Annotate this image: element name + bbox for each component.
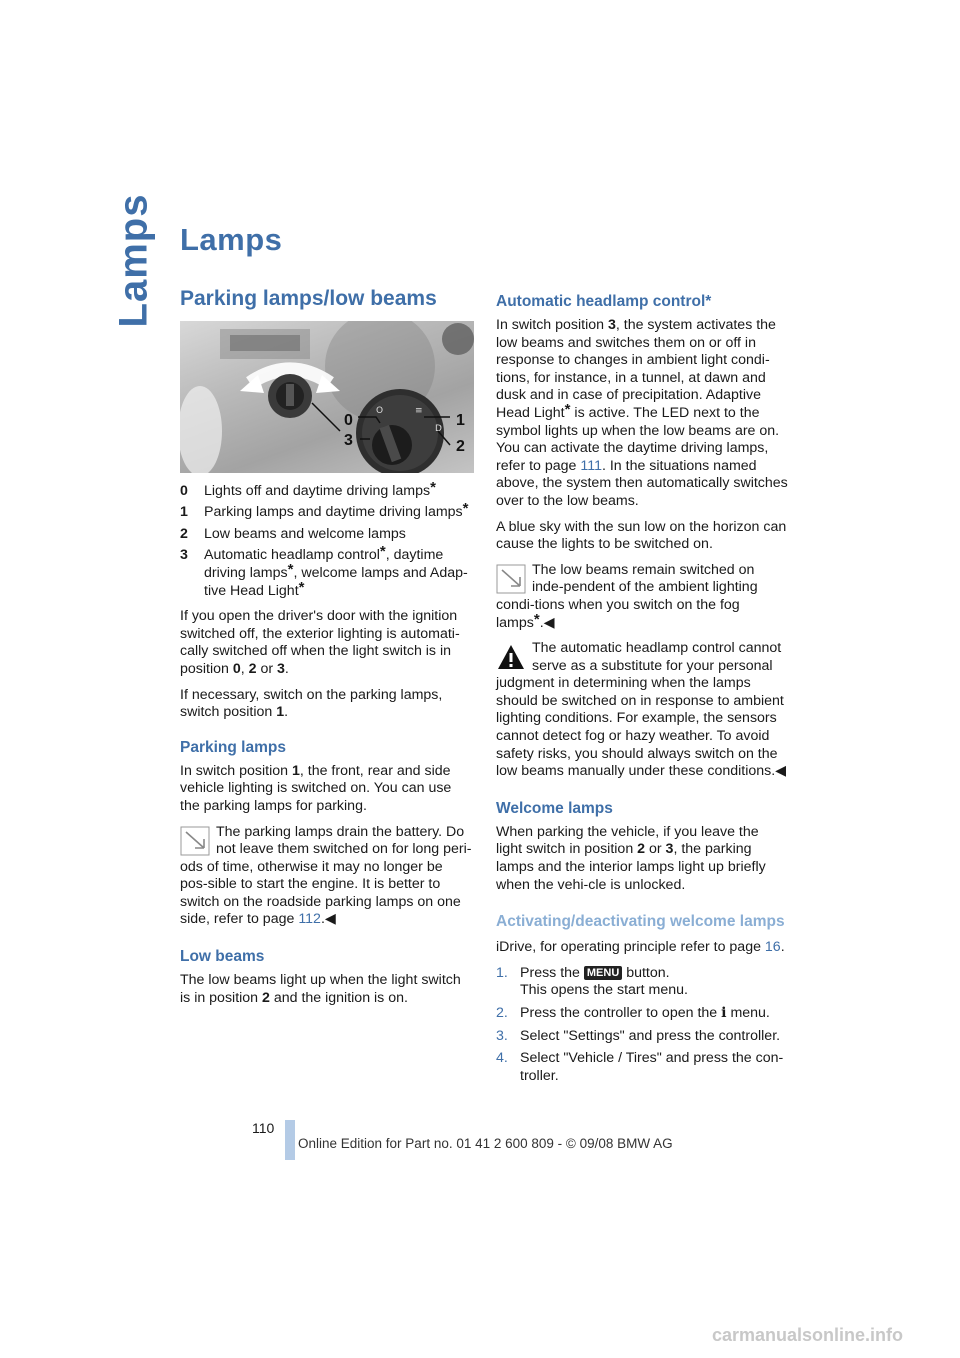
- list-item: 1. Press the MENU button. This opens the start menu.: [496, 964, 688, 999]
- section-heading-parking-low-beams: Parking lamps/low beams: [180, 287, 437, 310]
- list-item: 3. Select "Settings" and press the controller.: [496, 1027, 781, 1044]
- page-link-112[interactable]: 112: [298, 911, 321, 928]
- note-arrow-icon: [180, 826, 210, 856]
- heading-automatic-headlamp-control: Automatic headlamp control*: [496, 293, 712, 310]
- note-fog-lamps: The low beams remain switched on inde-pendent of the ambient lighting condi-tions when you switch on the fog lamps*.◀: [496, 561, 758, 631]
- svg-text:≡: ≡: [415, 405, 423, 416]
- paragraph-low-beams: The low beams light up when the light switch is in position 2 and the ignition is on.: [180, 972, 461, 1006]
- paragraph-parking-lamps: In switch position 1, the front, rear and side vehicle lighting is switched on. You can use the parking lamps for parking.: [180, 762, 452, 814]
- right-column: [496, 292, 788, 1090]
- figure-label-0: 0: [344, 411, 353, 429]
- list-item: 4. Select "Vehicle / Tires" and press the con-troller.: [496, 1050, 784, 1084]
- paragraph-welcome-lamps: When parking the vehicle, if you leave the light switch in position 2 or 3, the parking lamps and the interior lamps light up briefly when the vehi-cle is unlocked.: [496, 823, 766, 893]
- figure-label-3: 3: [344, 431, 353, 449]
- light-switch-illustration: [180, 321, 474, 473]
- paragraph-switch-on: If necessary, switch on the parking lamps, switch position 1.: [180, 686, 443, 721]
- paragraph-door-open: If you open the driver's door with the ignition switched off, the exterior lighting is automati-cally switched off when the light switch is in position 0, 2 or 3.: [180, 608, 460, 677]
- figure-label-1: 1: [456, 411, 465, 429]
- steps-list: [496, 965, 788, 1086]
- page-link-111[interactable]: 111: [580, 457, 602, 474]
- page-title: Lamps: [180, 222, 283, 257]
- side-tab: Lamps: [111, 193, 156, 327]
- paragraph-blue-sky: A blue sky with the sun low on the horizon can cause the lights to be switched on.: [496, 518, 787, 553]
- svg-text:D: D: [435, 423, 442, 434]
- heading-parking-lamps: Parking lamps: [180, 738, 286, 756]
- switch-positions-list: [180, 478, 474, 601]
- svg-text:O: O: [376, 405, 384, 416]
- paragraph-automatic-control: In switch position 3, the system activates the low beams and switches them on or off in response to changes in ambient light condi-tions, for instance, in a tunnel, at dawn and dusk and in case of precipitation. Adaptive Head Light* is active. The LED next to the symbol lights up when the low beams are on. You can activate the daytime driving lamps, refer to page 111. In the situations named above, the system then automatically switches over to the low beams.: [496, 317, 788, 509]
- light-switch-figure: [180, 321, 474, 473]
- warning-note: The automatic headlamp control cannot serve as a substitute for your personal judgment in determining when the lamps should be switched on in response to ambient lighting conditions. For example, the sensors cannot detect fog or hazy weather. To avoid safety risks, you should always switch on the low beams manually under these conditions.◀: [496, 640, 787, 780]
- page-link-16[interactable]: 16: [764, 939, 781, 956]
- watermark: carmanualsonline.info: [712, 1325, 904, 1345]
- note-battery: The parking lamps drain the battery. Do not leave them switched on for long peri-ods of time, otherwise it may no longer be pos-sible to start the engine. It is better to switch on the roadside parking lamps on one side, refer to page 112.◀: [180, 823, 472, 928]
- paragraph-idrive: iDrive, for operating principle refer to page 16.: [496, 939, 785, 956]
- footer-bar: [285, 1120, 295, 1160]
- page-number: 110: [252, 1120, 275, 1136]
- warning-triangle-icon: [496, 642, 526, 672]
- heading-welcome-lamps: Welcome lamps: [496, 799, 613, 817]
- note-arrow-icon: [496, 564, 526, 594]
- heading-low-beams: Low beams: [180, 948, 265, 966]
- list-item: 1 Parking lamps and daytime driving lamps*: [180, 500, 469, 521]
- menu-button-icon: MENU: [584, 966, 622, 980]
- heading-activating-welcome-lamps: Activating/deactivating welcome lamps: [496, 913, 785, 931]
- list-item: 3 Automatic headlamp control*, daytime driving lamps*, welcome lamps and Adap-tive Head Light*: [180, 543, 468, 599]
- footer-edition: Online Edition for Part no. 01 41 2 600 809 - © 09/08 BMW AG: [298, 1136, 673, 1151]
- list-item: 0 Lights off and daytime driving lamps*: [180, 478, 436, 499]
- list-item: 2. Press the controller to open the i menu.: [496, 1005, 770, 1021]
- figure-label-2: 2: [456, 437, 465, 455]
- info-icon: i: [721, 1005, 727, 1021]
- left-column: [180, 287, 474, 1015]
- list-item: 2 Low beams and welcome lamps: [180, 525, 406, 542]
